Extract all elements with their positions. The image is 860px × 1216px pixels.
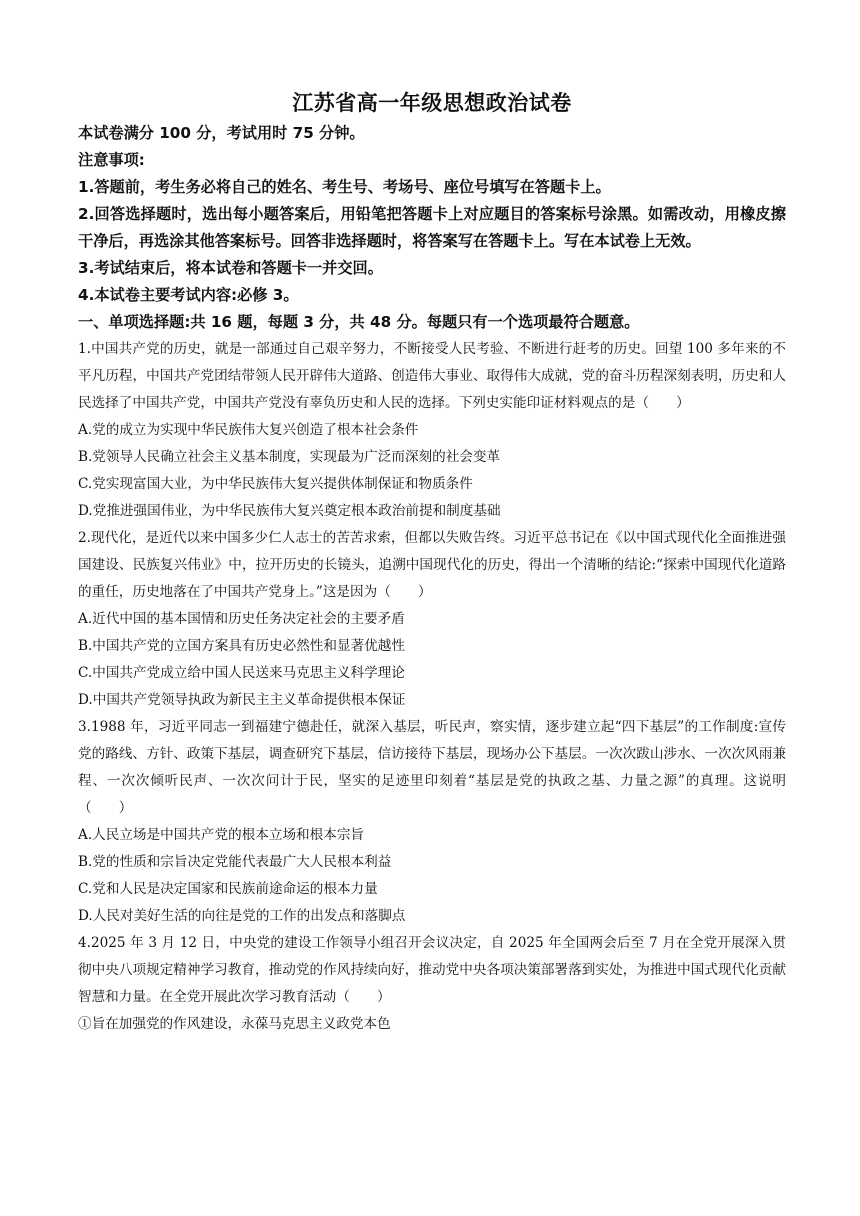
exam-title: 江苏省高一年级思想政治试卷 [292, 91, 572, 115]
question-stem: 4.2025 年 3 月 12 日，中央党的建设工作领导小组召开会议决定，自 2025 年全国两会后至 7 月在全党开展深入贯彻中央八项规定精神学习教育，推动党的作风持续向好，推动党中央各项决策部署落到实处，为推进中国式现代化贡献智慧和力量。在全党开展此次学习教育活动（ ） [78, 935, 786, 1005]
notice-item: 1.答题前，考生务必将自己的姓名、考生号、考场号、座位号填写在答题卡上。 [78, 178, 611, 196]
option-a: A.人民立场是中国共产党的根本立场和根本宗旨 [78, 827, 365, 843]
question-stem: 1.中国共产党的历史，就是一部通过自己艰辛努力，不断接受人民考验、不断进行赶考的历史。回望 100 多年来的不平凡历程，中国共产党团结带领人民开辟伟大道路、创造伟大事业、取得伟大成就，党的奋斗历程深刻表明，历史和人民选择了中国共产党，中国共产党没有辜负历史和人民的选择。下列史实能印证材料观点的是（ ） [78, 341, 786, 411]
notice-item: 3.考试结束后，将本试卷和答题卡一并交回。 [78, 259, 383, 277]
option-c: C.党和人民是决定国家和民族前途命运的根本力量 [78, 881, 378, 897]
notice-heading: 注意事项: [78, 151, 145, 169]
question-stem: 3.1988 年，习近平同志一到福建宁德赴任，就深入基层，听民声，察实情，逐步建立起“四下基层”的工作制度:宣传党的路线、方针、政策下基层，调查研究下基层，信访接待下基层，现场办公下基层。一次次跋山涉水、一次次风雨兼程、一次次倾听民声、一次次问计于民，坚实的足迹里印刻着“基层是党的执政之基、力量之源”的真理。这说明（ ） [78, 719, 786, 816]
option-b: B.党的性质和宗旨决定党能代表最广大人民根本利益 [78, 854, 392, 870]
option-c: C.党实现富国大业，为中华民族伟大复兴提供体制保证和物质条件 [78, 476, 473, 492]
option-d: D.中国共产党领导执政为新民主主义革命提供根本保证 [78, 692, 406, 708]
notice-block [78, 120, 786, 309]
section-heading: 一、单项选择题:共 16 题，每题 3 分，共 48 分。每题只有一个选项最符合题意。 [78, 313, 640, 331]
question-4 [78, 930, 786, 1038]
question-2 [78, 525, 786, 714]
option-d: D.党推进强国伟业，为中华民族伟大复兴奠定根本政治前提和制度基础 [78, 503, 501, 519]
score-time-line: 本试卷满分 100 分，考试用时 75 分钟。 [78, 124, 365, 142]
option-a: A.党的成立为实现中华民族伟大复兴创造了根本社会条件 [78, 422, 419, 438]
option-b: B.党领导人民确立社会主义基本制度，实现最为广泛而深刻的社会变革 [78, 449, 501, 465]
notice-item: 2.回答选择题时，选出每小题答案后，用铅笔把答题卡上对应题目的答案标号涂黑。如需改动，用橡皮擦干净后，再选涂其他答案标号。回答非选择题时，将答案写在答题卡上。写在本试卷上无效。 [78, 205, 786, 250]
notice-item: 4.本试卷主要考试内容:必修 3。 [78, 286, 299, 304]
option-1: ①旨在加强党的作风建设，永葆马克思主义政党本色 [78, 1016, 391, 1032]
option-a: A.近代中国的基本国情和历史任务决定社会的主要矛盾 [78, 611, 405, 627]
question-1 [78, 336, 786, 525]
option-c: C.中国共产党成立给中国人民送来马克思主义科学理论 [78, 665, 405, 681]
option-b: B.中国共产党的立国方案具有历史必然性和显著优越性 [78, 638, 405, 654]
question-3 [78, 714, 786, 930]
question-stem: 2.现代化，是近代以来中国多少仁人志士的苦苦求索，但都以失败告终。习近平总书记在《以中国式现代化全面推进强国建设、民族复兴伟业》中，拉开历史的长镜头，追溯中国现代化的历史，得出一个清晰的结论:“探索中国现代化道路的重任，历史地落在了中国共产党身上。”这是因为（ ） [78, 530, 786, 600]
exam-page [78, 86, 786, 1038]
option-d: D.人民对美好生活的向往是党的工作的出发点和落脚点 [78, 908, 406, 924]
